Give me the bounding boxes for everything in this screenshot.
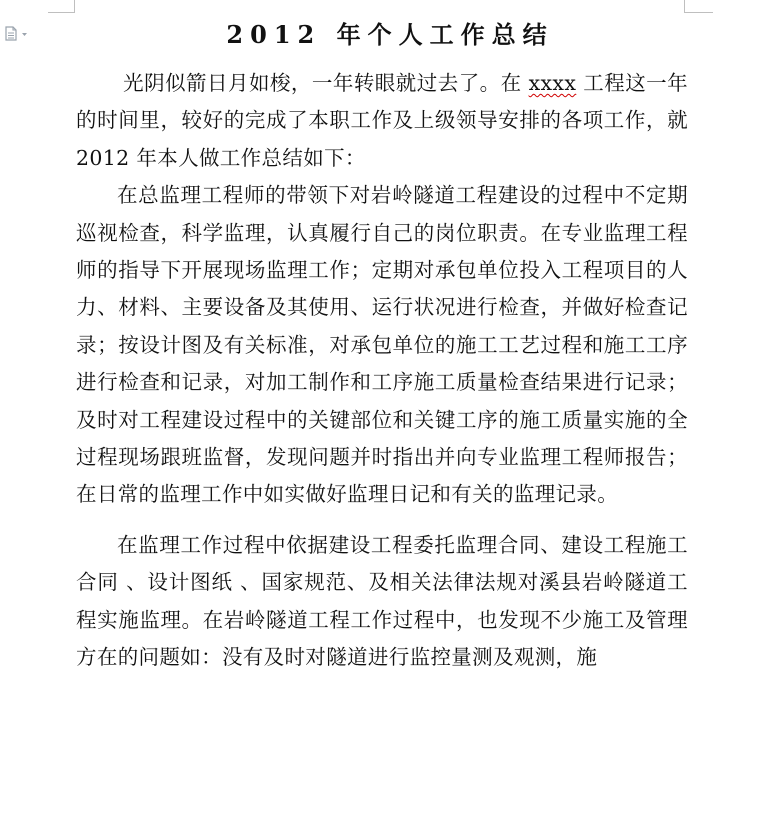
crop-mark-top-right: [684, 0, 713, 13]
intro-text-end: 工程这一年的时间里，较好的完成了本职工作及上级领导安排的各项工作，就 2012 年本人做工作总结如下：: [76, 71, 688, 170]
paragraph-intro: [76, 65, 688, 177]
document-body: [76, 65, 688, 677]
crop-mark-top-left: [48, 0, 75, 13]
spellcheck-flagged-word[interactable]: xxxx: [528, 71, 577, 95]
intro-text-start: 光阴似箭日月如梭，一年转眼就过去了。在: [123, 71, 529, 95]
paragraph-supervision-duties: 在总监理工程师的带领下对岩岭隧道工程建设的过程中不定期巡视检查，科学监理，认真履行自己的岗位职责。在专业监理工程师的指导下开展现场监理工作；定期对承包单位投入工程项目的人力、材料、主要设备及其使用、运行状况进行检查，并做好检查记录；按设计图及有关标准，对承包单位的施工工艺过程和施工工序进行检查和记录，对加工制作和工序施工质量检查结果进行记录；及时对工程建设过程中的关键部位和关键工序的施工质量实施的全过程现场跟班监督，发现问题并时指出并向专业监理工程师报告；在日常的监理工作中如实做好监理日记和有关的监理记录。: [76, 183, 688, 507]
document-title: 2012 年个人工作总结: [226, 20, 554, 49]
paragraph-supervision-basis: 在监理工作过程中依据建设工程委托监理合同、建设工程施工合同 、设计图纸 、国家规范、及相关法律法规对溪县岩岭隧道工程实施监理。在岩岭隧道工程工作过程中，也发现不少施工及管理方在的问题如：没有及时对隧道进行监控量测及观测，施: [76, 532, 688, 670]
